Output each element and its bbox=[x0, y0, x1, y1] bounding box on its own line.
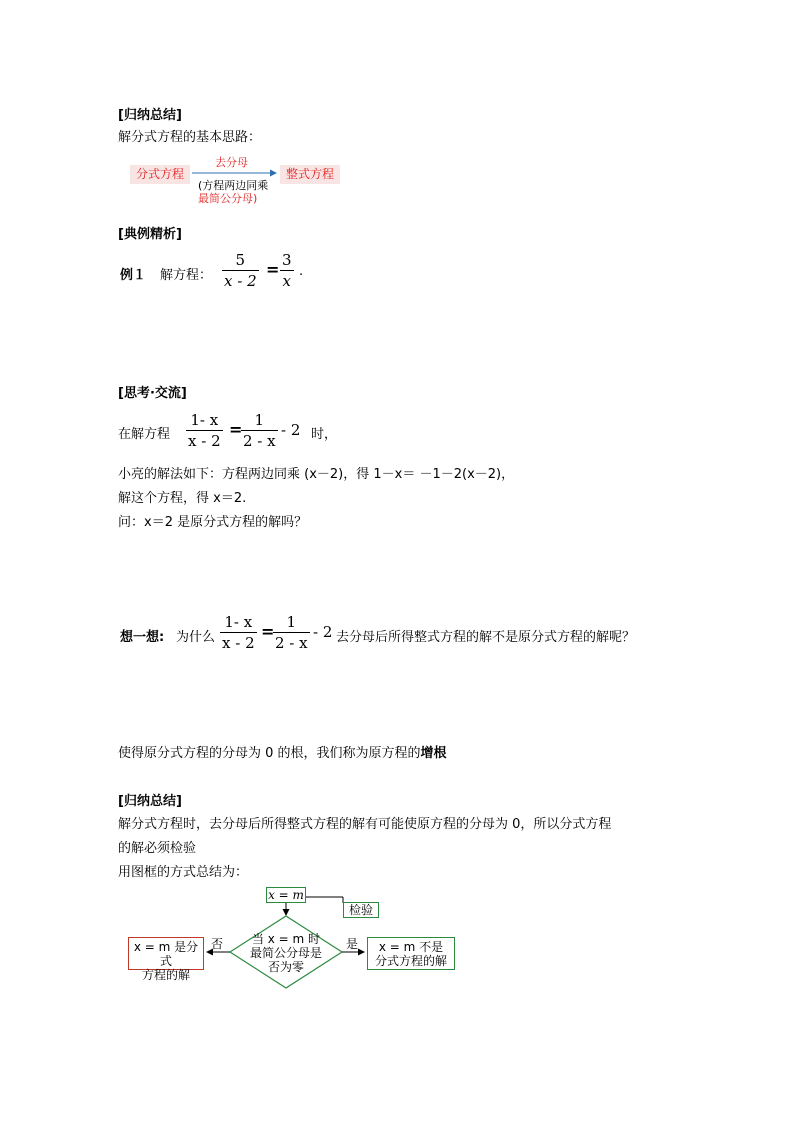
flow-box-not-solution bbox=[367, 937, 455, 970]
diamond-line-2: 最简公分母是 bbox=[249, 946, 322, 960]
fraction-numerator: 3 bbox=[282, 251, 292, 269]
equation-tail: - 2 bbox=[281, 421, 301, 439]
fraction-numerator: 1- x bbox=[190, 411, 219, 429]
fraction-denominator: x bbox=[280, 270, 294, 291]
fraction-numerator: 1 bbox=[254, 411, 265, 429]
fraction-denominator: x - 2 bbox=[188, 432, 221, 450]
is-solution-line-1: x = m 是分式 bbox=[133, 940, 199, 968]
flow-arrow-label-clear-denominator: 去分母 bbox=[215, 156, 248, 169]
flow-box-check: 检验 bbox=[343, 902, 379, 918]
example-text: 解方程： bbox=[160, 268, 213, 283]
flow-box-x-equals-m: x = m bbox=[266, 887, 306, 903]
flow-box-is-solution bbox=[128, 937, 204, 982]
heading-think-discuss: [思考·交流] bbox=[118, 386, 187, 401]
flow-note-multiply: (方程两边同乘 bbox=[198, 179, 269, 192]
diamond-text bbox=[249, 932, 323, 974]
think-label: 想一想: bbox=[120, 630, 165, 645]
fraction-denominator: 2 - x bbox=[275, 634, 308, 652]
fraction-denominator: x - 2 bbox=[222, 634, 255, 652]
not-solution-line-1: x = m 不是 bbox=[378, 940, 444, 954]
fraction-denominator: 2 - x bbox=[243, 432, 276, 450]
definition-text: 使得原分式方程的分母为 0 的根，我们称为原方程的 bbox=[118, 746, 421, 761]
example-label: 例１ bbox=[120, 268, 147, 283]
fraction-numerator: 5 bbox=[235, 251, 246, 269]
summary-line-3: 用图框的方式总结为： bbox=[118, 865, 249, 880]
think-tail: - 2 bbox=[313, 623, 333, 641]
flow-note-lcd: 最简公分母) bbox=[198, 192, 258, 205]
summary-line-1: 解分式方程时，去分母后所得整式方程的解有可能使原方程的分母为 0，所以分式方程 bbox=[118, 817, 612, 832]
equation-intro: 在解方程 bbox=[118, 427, 171, 442]
solve-line: 解这个方程，得 x＝2. bbox=[118, 491, 247, 506]
extraneous-root-term: 增根 bbox=[420, 746, 447, 761]
think-prefix: 为什么 bbox=[176, 630, 216, 645]
basic-idea-line: 解分式方程的基本思路： bbox=[118, 130, 262, 145]
is-solution-line-2: 方程的解 bbox=[141, 968, 190, 982]
question-line: 问：x＝2 是原分式方程的解吗？ bbox=[118, 515, 308, 530]
heading-examples: [典例精析] bbox=[118, 227, 182, 242]
flow-box-polynomial-equation: 整式方程 bbox=[280, 165, 340, 184]
summary-line-2: 的解必须检验 bbox=[118, 841, 197, 856]
equals-sign: = bbox=[261, 622, 275, 641]
heading-summary-2: [归纳总结] bbox=[118, 794, 182, 809]
fraction-numerator: 1- x bbox=[224, 613, 253, 631]
not-solution-line-2: 分式方程的解 bbox=[374, 954, 447, 968]
fraction-denominator: x - 2 bbox=[224, 272, 257, 290]
diamond-line-1: 当 x = m 时 bbox=[251, 932, 321, 946]
label-no: 否 bbox=[211, 937, 224, 951]
label-yes: 是 bbox=[346, 937, 359, 951]
heading-summary-1: [归纳总结] bbox=[118, 108, 182, 123]
diamond-line-3: 否为零 bbox=[267, 960, 304, 974]
flow-box-fractional-equation: 分式方程 bbox=[130, 165, 190, 184]
equals-sign: = bbox=[266, 260, 280, 279]
think-suffix: 去分母后所得整式方程的解不是原分式方程的解呢？ bbox=[336, 630, 636, 645]
equation-time: 时， bbox=[311, 427, 338, 442]
period: . bbox=[299, 264, 304, 279]
fraction-numerator: 1 bbox=[286, 613, 297, 631]
equals-sign: = bbox=[229, 420, 243, 439]
xiaoliang-method: 小亮的解法如下：方程两边同乘 (x－2)，得 1－x＝ －1－2(x－2)， bbox=[118, 467, 515, 482]
